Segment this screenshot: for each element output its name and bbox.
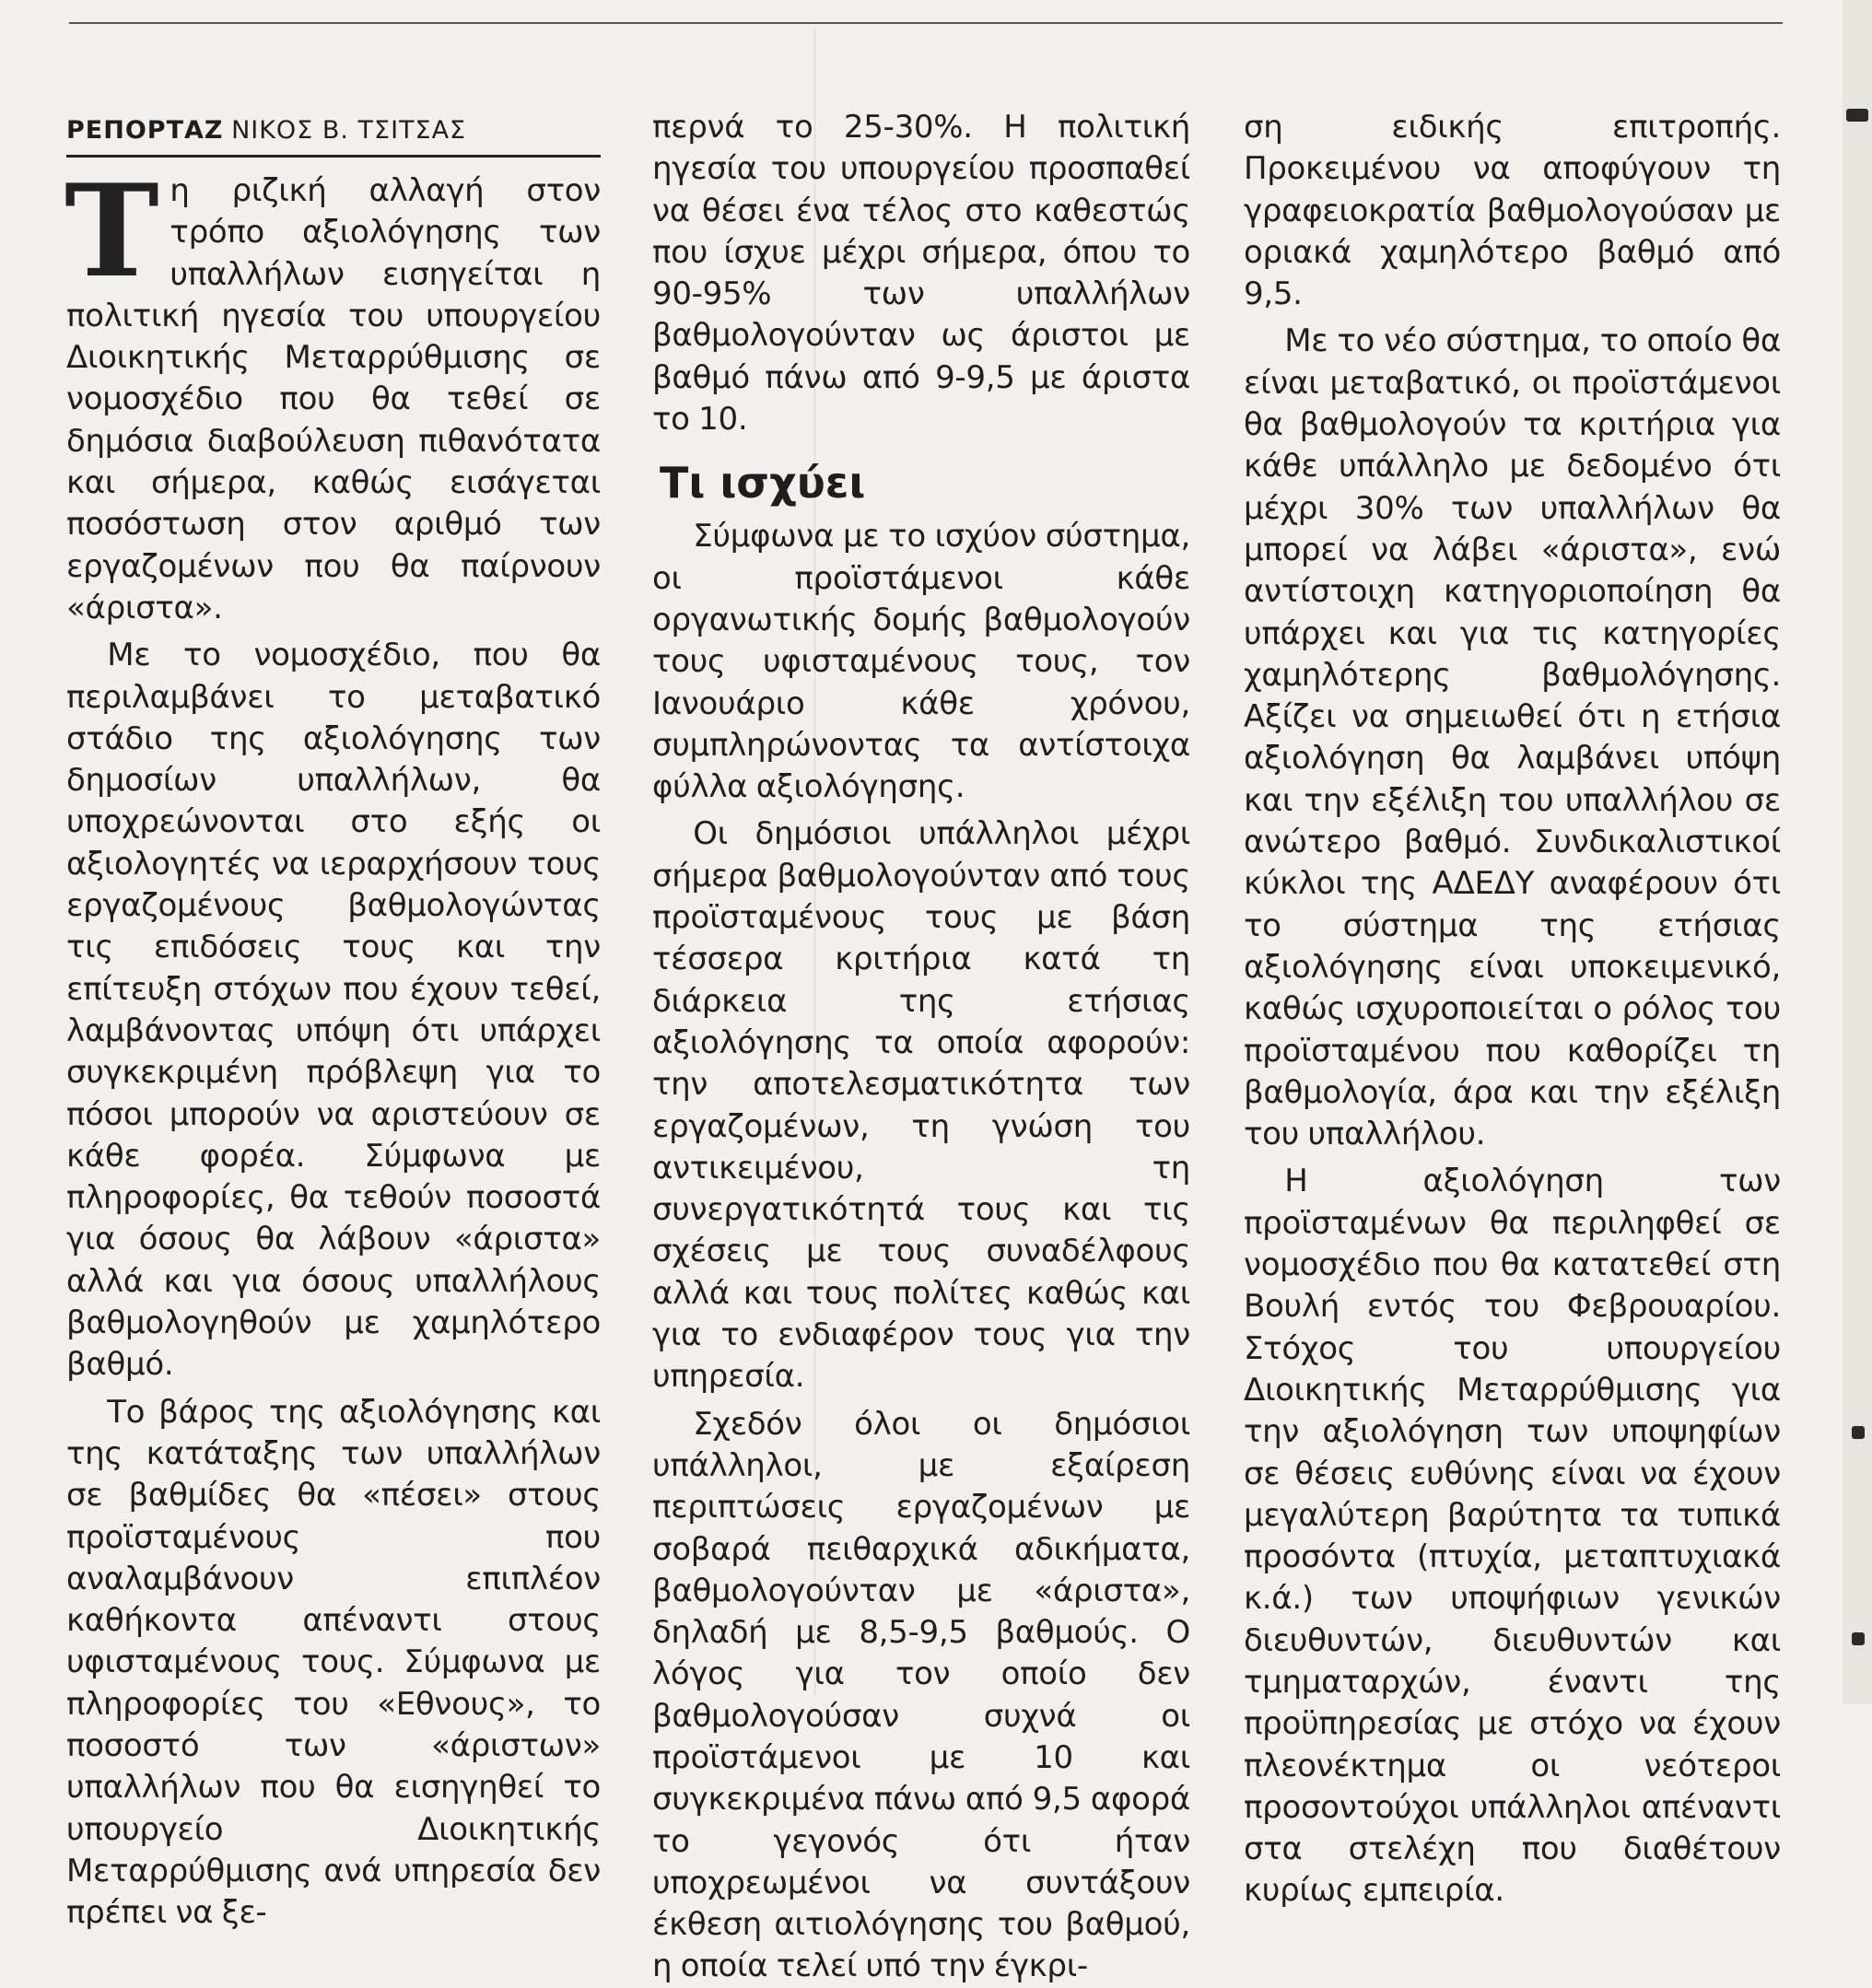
page-edge xyxy=(1843,0,1872,1704)
lead-text: η ριζική αλλαγή στον τρόπο αξιολόγησης των υπαλλήλων εισηγείται η πολιτική ηγεσία του υπουργείου Διοικητικής Μεταρρύθμισης σε νομοσχέδιο που θα τεθεί σε δημόσια διαβούλευση πιθανότατα και σήμερα, καθώς εισάγεται ποσόστωση στον αριθμό των εργαζομένων που θα παίρνουν «άριστα». xyxy=(66,172,601,626)
paragraph: Η αξιολόγηση των προϊσταμένων θα περιληφθεί σε νομοσχέδιο που θα κατατεθεί στη Βουλή εντός του Φεβρουαρίου. Στόχος του υπουργείου Διοικητικής Μεταρρύθμισης για την αξιολόγηση των υποψηφίων σε θέσεις ευθύνης είναι να έχουν μεγαλύτερη βαρύτητα τα τυπικά προσόντα (πτυχία, μεταπτυχιακά κ.ά.) των υποψήφιων γενικών διευθυντών, διευθυντών και τμηματαρχών, έναντι της προϋπηρεσίας με στόχο να έχουν πλεονέκτημα οι νεότεροι προσοντούχοι υπάλληλοι απέναντι στα στελέχη που διαθέτουν κυρίως εμπειρία. xyxy=(1244,1163,1781,1910)
edge-mark xyxy=(1852,1632,1865,1645)
top-rule xyxy=(69,22,1783,24)
paragraph: Με το νέο σύστημα, το οποίο θα είναι μεταβατικό, οι προϊστάμενοι θα βαθμολογούν τα κριτήρια για κάθε υπάλληλο με δεδομένο ότι μέχρι 30% των υπαλλήλων θα μπορεί να λάβει «άριστα», ενώ αντίστοιχη κατηγοριοποίηση θα υπάρχει και για τις κατηγορίες χαμηλότερης βαθμολόγησης. Αξίζει να σημειωθεί ότι η ετήσια αξιολόγηση θα λαμβάνει υπόψη και την εξέλιξη του υπαλλήλου σε ανώτερο βαθμό. Συνδικαλιστικοί κύκλοι της ΑΔΕΔΥ αναφέρουν ότι το σύστημα της ετήσιας αξιολόγησης είναι υποκειμενικό, καθώς ισχυροποιείται ο ρόλος του προϊσταμένου που καθορίζει τη βαθμολογία, άρα και την εξέλιξη του υπαλλήλου. xyxy=(1244,322,1781,1153)
paragraph-continued: περνά το 25-30%. Η πολιτική ηγεσία του υπουργείου προσπαθεί να θέσει ένα τέλος στο καθεστώς που ίσχυε μέχρι σήμερα, όπου το 90-95% των υπαλλήλων βαθμολογούνταν ως άριστοι με βαθμό πάνω από 9-9,5 με άριστα το 10. xyxy=(652,109,1190,439)
subheading: Τι ισχύει xyxy=(660,458,866,509)
lead-paragraph xyxy=(64,156,601,629)
edge-mark xyxy=(1852,1426,1865,1439)
column-2 xyxy=(652,107,1190,1988)
paragraph-continued: ση ειδικής επιτροπής. Προκειμένου να αποφύγουν τη γραφειοκρατία βαθμολογούσαν με οριακά χαμηλότερο βαθμό από 9,5. xyxy=(1244,109,1781,313)
drop-cap: Τ xyxy=(64,156,159,306)
author-name: ΝΙΚΟΣ Β. ΤΣΙΤΣΑΣ xyxy=(231,116,467,145)
paragraph: Με το νομοσχέδιο, που θα περιλαμβάνει το μεταβατικό στάδιο της αξιολόγησης των δημοσίων υπαλλήλων, θα υποχρεώνονται στο εξής οι αξιολογητές να ιεραρχήσουν τους εργαζομένους βαθμολογώντας τις επιδόσεις τους και την επίτευξη στόχων που έχουν τεθεί, λαμβάνοντας υπόψη ότι υπάρχει συγκεκριμένη πρόβλεψη για το πόσοι μπορούν να αριστεύουν σε κάθε φορέα. Σύμφωνα με πληροφορίες, θα τεθούν ποσοστά για όσους θα λάβουν «άριστα» αλλά και για όσους υπαλλήλους βαθμολογηθούν με χαμηλότερο βαθμό. xyxy=(66,637,601,1384)
paragraph: Το βάρος της αξιολόγησης και της κατάταξης των υπαλλήλων σε βαθμίδες θα «πέσει» στους προϊσταμένους που αναλαμβάνουν επιπλέον καθήκοντα απέναντι στους υφισταμένους τους. Σύμφωνα με πληροφορίες του «Εθνους», το ποσοστό των «άριστων» υπαλλήλων που θα εισηγηθεί το υπουργείο Διοικητικής Μεταρρύθμισης ανά υπηρεσία δεν πρέπει να ξε- xyxy=(66,1393,601,1932)
paragraph: Σχεδόν όλοι οι δημόσιοι υπάλληλοι, με εξαίρεση περιπτώσεις εργαζομένων με σοβαρά πειθαρχικά αδικήματα, βαθμολογούνταν με «άριστα», δηλαδή με 8,5-9,5 βαθμούς. Ο λόγος για τον οποίο δεν βαθμολογούσαν συχνά οι προϊστάμενοι με 10 και συγκεκριμένα πάνω από 9,5 αφορά το γεγονός ότι ήταν υποχρεωμένοι να συντάξουν έκθεση αιτιολόγησης του βαθμού, η οποία τελεί υπό την έγκρι- xyxy=(652,1405,1190,1985)
edge-mark xyxy=(1846,109,1868,122)
byline xyxy=(66,114,601,158)
column-1 xyxy=(66,107,601,1934)
section-kicker: ΡΕΠΟΡΤΑΖ xyxy=(66,116,224,145)
paragraph: Οι δημόσιοι υπάλληλοι μέχρι σήμερα βαθμολογούνταν από τους προϊσταμένους τους με βάση τέσσερα κριτήρια κατά τη διάρκεια της ετήσιας αξιολόγησης τα οποία αφορούν: την αποτελεσματικότητα των εργαζομένων, τη γνώση του αντικειμένου, τη συνεργατικότητά τους και τις σχέσεις με τους συναδέλφους αλλά και τους πολίτες καθώς και για το ενδιαφέρον τους για την υπηρεσία. xyxy=(652,815,1190,1396)
column-3 xyxy=(1244,107,1781,1912)
paragraph: Σύμφωνα με το ισχύον σύστημα, οι προϊστάμενοι κάθε οργανωτικής δομής βαθμολογούν τους υφισταμένους τους, τον Ιανουάριο κάθε χρόνου, συμπληρώνοντας τα αντίστοιχα φύλλα αξιολόγησης. xyxy=(652,518,1190,806)
